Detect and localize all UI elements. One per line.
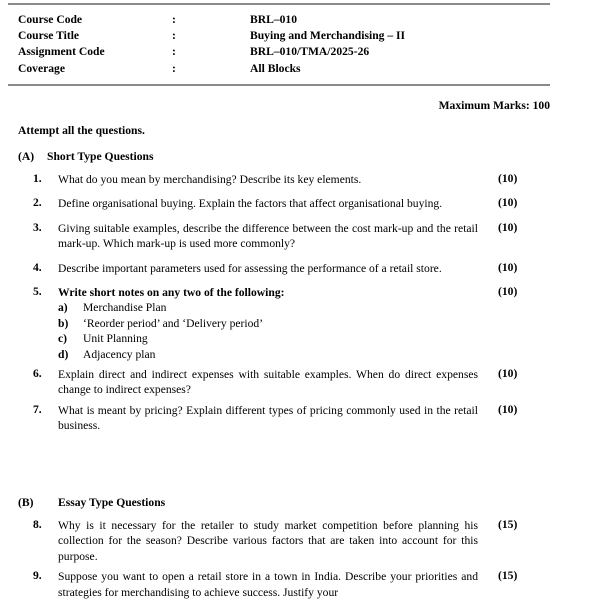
list-item [58,300,550,315]
question-item [18,285,550,362]
meta-label-assignment-code: Assignment Code [18,45,105,59]
question-item [18,261,550,276]
instruction-text: Attempt all the questions. [18,124,145,137]
question-number: 8. [33,518,42,531]
question-marks: (10) [498,285,518,299]
header-bottom-rule [8,84,550,86]
list-item [58,347,550,362]
meta-label-coverage: Coverage [18,61,65,75]
section-a-title: Short Type Questions [47,150,154,163]
meta-value-course-code: BRL–010 [250,13,298,26]
section-a-heading [18,150,550,163]
question-number: 7. [33,402,42,416]
meta-value-course-title: Buying and Merchandising – II [250,29,406,43]
section-b-question-list [18,518,550,600]
question-item [18,196,550,211]
question-number: 3. [33,220,42,234]
sub-item-tag: a) [58,301,68,315]
meta-colon: : [172,61,176,75]
question-text: Describe important parameters used for assessing the performance of a retail store. [58,261,442,275]
question-marks: (10) [498,220,518,234]
sub-item-text: Merchandise Plan [83,301,167,315]
question-item [18,367,550,398]
meta-colon: : [172,13,176,26]
header-top-rule [8,3,550,5]
sub-item-tag: c) [58,332,68,346]
maximum-marks: Maximum Marks: 100 [438,99,550,112]
question-marks: (10) [498,367,518,381]
question-number: 1. [33,172,42,185]
question-item [18,518,550,564]
question-item [18,403,550,434]
question-text: What do you mean by merchandising? Describe its key elements. [58,173,362,186]
meta-value-assignment-code: BRL–010/TMA/2025-26 [250,45,370,59]
course-meta-table [18,12,538,77]
question-text: What is meant by pricing? Explain different types of pricing commonly used in the retail business. [58,403,478,433]
question-number: 2. [33,196,42,210]
list-item [58,331,550,346]
question-text: Explain direct and indirect expenses with suitable examples. When do direct expenses change to indirect expenses? [58,368,478,397]
section-a-question-list [18,172,550,434]
question-marks: (10) [498,402,518,416]
section-b-tag: (B) [18,496,34,509]
section-b-heading [18,496,550,509]
question-number: 5. [33,285,42,299]
question-marks: (10) [498,196,518,210]
section-a-tag: (A) [18,150,35,163]
question-number: 4. [33,260,42,274]
question-sub-item-list [58,300,550,362]
meta-colon: : [172,45,176,59]
table-row [18,44,538,60]
question-item [18,221,550,252]
sub-item-tag: d) [58,347,69,361]
question-text: Define organisational buying. Explain the factors that affect organisational buying. [58,197,443,211]
meta-value-coverage: All Blocks [250,61,301,75]
question-number: 9. [33,569,42,583]
sub-item-text: ‘Reorder period’ and ‘Delivery period’ [83,316,264,330]
list-item [58,316,550,331]
question-item [18,569,550,600]
table-row [18,61,538,77]
section-b [18,496,550,600]
question-marks: (15) [498,569,518,583]
question-number: 6. [33,367,42,381]
course-meta-body [18,12,538,77]
section-a [18,150,550,434]
question-marks: (10) [498,172,518,185]
table-row [18,28,538,44]
question-text: Write short notes on any two of the following: [58,286,285,300]
section-b-title: Essay Type Questions [58,496,166,509]
question-text: Why is it necessary for the retailer to study market competition before planning his collection for the season? Describe various factors that are taken into account for this purpose. [58,519,478,563]
sub-item-tag: b) [58,316,69,330]
sub-item-text: Adjacency plan [83,347,156,361]
question-marks: (15) [498,518,518,531]
meta-label-course-code: Course Code [18,13,83,26]
meta-label-course-title: Course Title [18,29,80,43]
question-marks: (10) [498,260,518,274]
sub-item-text: Unit Planning [83,332,148,346]
question-text: Giving suitable examples, describe the difference between the cost mark-up and the retail mark-up. Which mark-up is used more commonly? [58,221,478,251]
question-text: Suppose you want to open a retail store in a town in India. Describe your priorities and strategies for merchandising to achieve success. Justify your [58,570,478,599]
question-item [18,172,550,187]
table-row [18,12,538,28]
meta-colon: : [172,29,176,43]
